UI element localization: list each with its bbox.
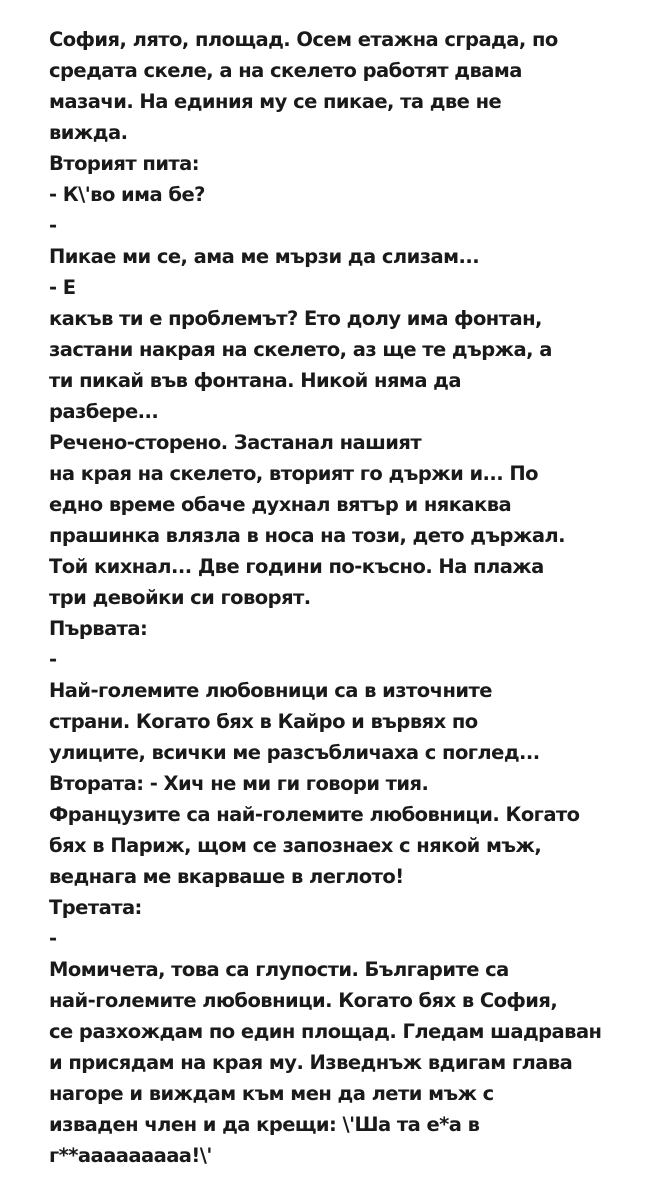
text-line: разбере... bbox=[49, 400, 159, 423]
text-line: на края на скелето, вторият го държи и... По bbox=[49, 462, 538, 485]
text-line: Речено-сторено. Застанал нашият bbox=[49, 431, 422, 454]
text-line: Французите са най-големите любовници. Когато bbox=[49, 803, 580, 826]
text-line: Най-големите любовници са в източните bbox=[49, 679, 492, 702]
text-line: застани накрая на скелето, аз ще те държа, а bbox=[49, 338, 552, 361]
text-line: Първата: bbox=[49, 617, 148, 640]
text-line: бях в Париж, щом се запознаех с някой мъж, bbox=[49, 834, 542, 857]
text-line: страни. Когато бях в Кайро и вървях по bbox=[49, 710, 478, 733]
text-line: едно време обаче духнал вятър и някаква bbox=[49, 493, 512, 516]
text-line: мазачи. На единия му се пикае, та две не bbox=[49, 90, 502, 113]
text-line: - bbox=[49, 648, 57, 671]
text-line: нагоре и виждам към мен да лети мъж с bbox=[49, 1082, 494, 1105]
text-line: - Е bbox=[49, 276, 76, 299]
text-line: ти пикай във фонтана. Никой няма да bbox=[49, 369, 461, 392]
text-line: три девойки си говорят. bbox=[49, 586, 311, 609]
text-line: какъв ти е проблемът? Ето долу има фонтан, bbox=[49, 307, 542, 330]
text-line: - bbox=[49, 927, 57, 950]
text-line: Вторият пита: bbox=[49, 152, 200, 175]
text-line: - bbox=[49, 214, 57, 237]
text-line: средата скеле, а на скелето работят двама bbox=[49, 59, 522, 82]
joke-text bbox=[49, 24, 619, 1171]
text-line: се разхождам по един площад. Гледам шадраван bbox=[49, 1020, 602, 1043]
text-line: прашинка влязла в носа на този, дето държал. bbox=[49, 524, 566, 547]
text-line: най-големите любовници. Когато бях в София, bbox=[49, 989, 558, 1012]
text-line: - К\'во има бе? bbox=[49, 183, 205, 206]
text-line: г**ааааааааа!\' bbox=[49, 1144, 212, 1167]
text-line: вижда. bbox=[49, 121, 128, 144]
text-line: улиците, всички ме разсъбличаха с поглед... bbox=[49, 741, 540, 764]
text-line: София, лято, площад. Осем етажна сграда, по bbox=[49, 28, 558, 51]
text-line: Пикае ми се, ама ме мързи да слизам... bbox=[49, 245, 480, 268]
text-line: и присядам на края му. Изведнъж вдигам глава bbox=[49, 1051, 573, 1074]
text-line: изваден член и да крещи: \'Ша та е*а в bbox=[49, 1113, 480, 1136]
text-line: веднага ме вкарваше в леглото! bbox=[49, 865, 404, 888]
text-line: Третата: bbox=[49, 896, 142, 919]
text-line: Момичета, това са глупости. Българите са bbox=[49, 958, 509, 981]
text-line: Втората: - Хич не ми ги говори тия. bbox=[49, 772, 429, 795]
text-line: Той кихнал... Две години по-късно. На плажа bbox=[49, 555, 544, 578]
